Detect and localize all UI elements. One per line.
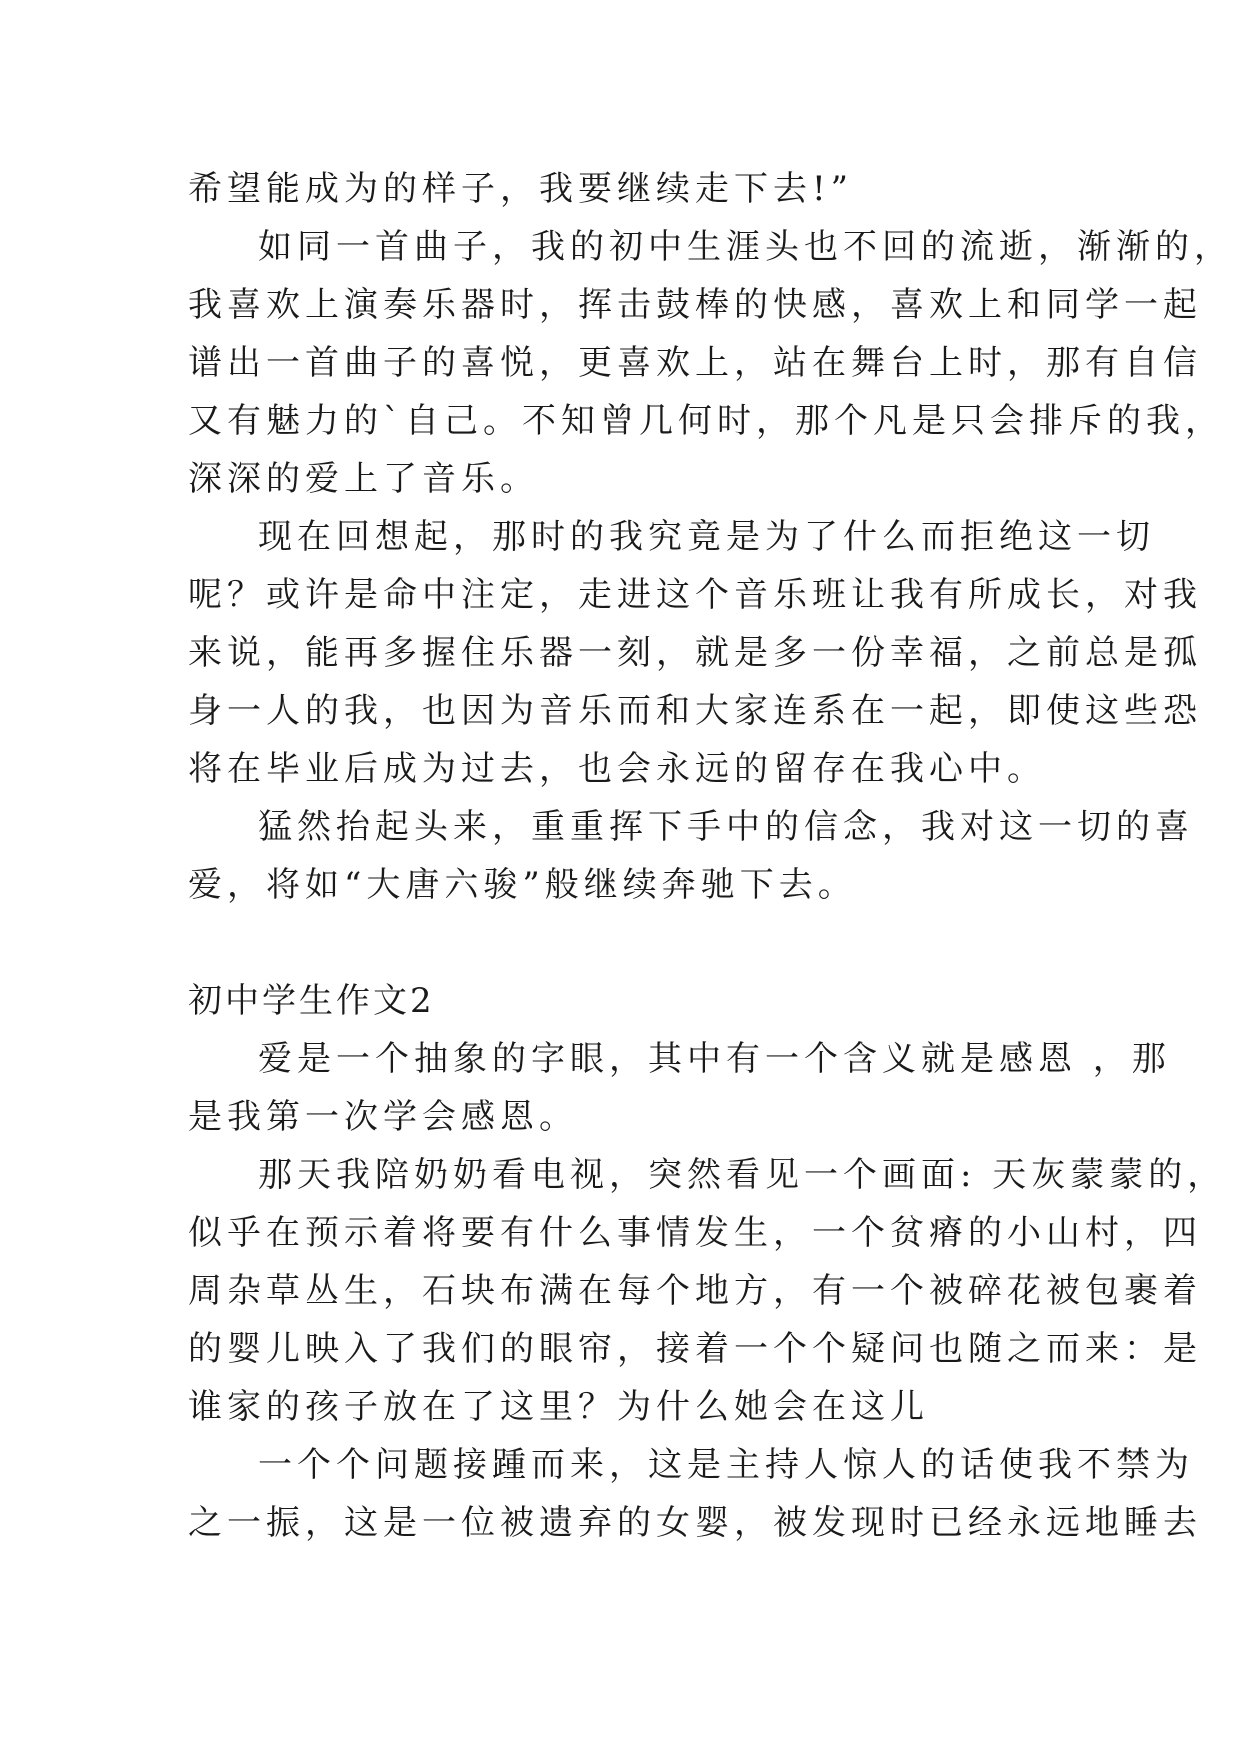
paragraph <box>188 798 1194 914</box>
text-line: 如同一首曲子，我的初中生涯头也不回的流逝，渐渐的， <box>258 227 1233 267</box>
text-line: 似乎在预示着将要有什么事情发生，一个贫瘠的小山村，四 <box>188 1213 1202 1253</box>
text-line: 谁家的孩子放在了这里？为什么她会在这儿 <box>188 1387 929 1427</box>
text-line: 我喜欢上演奏乐器时，挥击鼓棒的快感，喜欢上和同学一起 <box>188 285 1202 325</box>
text-line: 周杂草丛生，石块布满在每个地方，有一个被碎花被包裹着 <box>188 1271 1202 1311</box>
text-line: 希望能成为的样子，我要继续走下去!” <box>188 169 854 209</box>
paragraph <box>188 508 1202 798</box>
blank-line <box>188 914 1068 972</box>
text-line: 是我第一次学会感恩。 <box>188 1097 578 1137</box>
paragraph <box>188 1146 1227 1436</box>
text-line: 猛然抬起头来，重重挥下手中的信念，我对这一切的喜 <box>258 807 1194 847</box>
text-line: 之一振，这是一位被遗弃的女婴，被发现时已经永远地睡去 <box>188 1503 1202 1543</box>
paragraph <box>188 1030 1171 1146</box>
text-line: 深深的爱上了音乐。 <box>188 459 539 499</box>
text-line: 呢？或许是命中注定，走进这个音乐班让我有所成长，对我 <box>188 575 1202 615</box>
section-title: 初中学生作文2 <box>188 981 435 1021</box>
paragraph <box>188 1436 1202 1552</box>
paragraph <box>188 218 1233 508</box>
text-line: 将在毕业后成为过去，也会永远的留存在我心中。 <box>188 749 1046 789</box>
document-page <box>188 160 1233 1552</box>
text-line: 爱，将如“大唐六骏”般继续奔驰下去。 <box>188 865 857 905</box>
text-line: 谱出一首曲子的喜悦，更喜欢上，站在舞台上时，那有自信 <box>188 343 1202 383</box>
text-line: 身一人的我，也因为音乐而和大家连系在一起，即使这些恐 <box>188 691 1202 731</box>
text-line: 那天我陪奶奶看电视，突然看见一个画面: 天灰蒙蒙的， <box>258 1155 1227 1195</box>
text-line: 的婴儿映入了我们的眼帘，接着一个个疑问也随之而来：是 <box>188 1329 1202 1369</box>
text-line: 爱是一个抽象的字眼，其中有一个含义就是感恩 ，那 <box>258 1039 1171 1079</box>
text-line: 又有魅力的`自己。不知曾几何时，那个凡是只会排斥的我， <box>188 401 1224 441</box>
text-line: 现在回想起，那时的我究竟是为了什么而拒绝这一切 <box>258 517 1155 557</box>
text-line: 一个个问题接踵而来，这是主持人惊人的话使我不禁为 <box>258 1445 1194 1485</box>
paragraph <box>188 160 1068 218</box>
text-line: 来说，能再多握住乐器一刻，就是多一份幸福，之前总是孤 <box>188 633 1202 673</box>
